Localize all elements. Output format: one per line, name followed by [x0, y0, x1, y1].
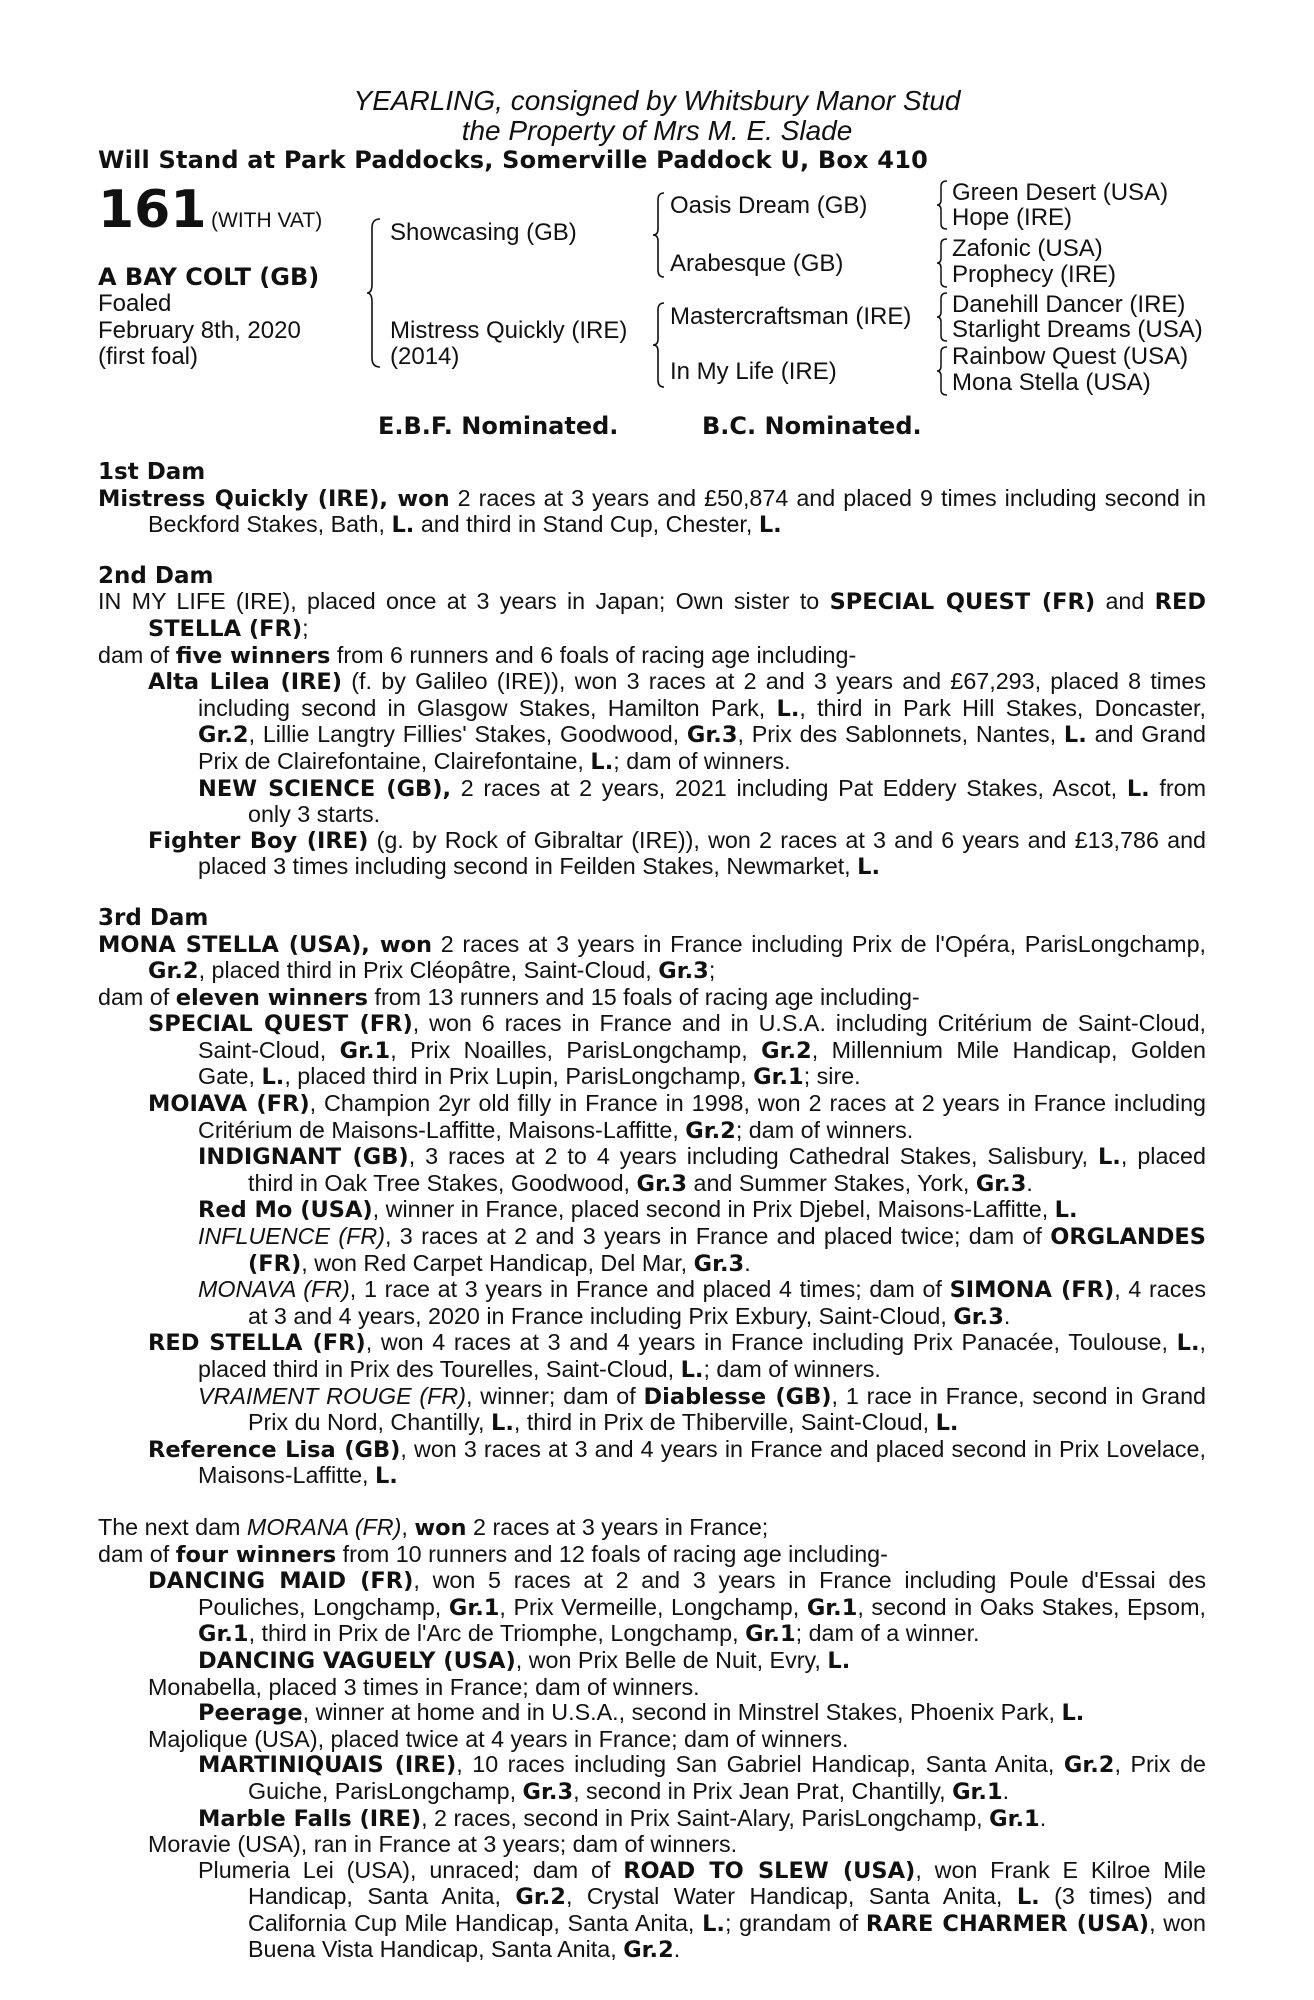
reference-lisa-entry: Reference Lisa (GB), won 3 races at 3 and 4 years in France and placed second in Prix Lovelace, Maisons-Laffitte, L.	[148, 1435, 1206, 1490]
second-dam-produce: dam of five winners from 6 runners and 6 foals of racing age including-	[98, 641, 857, 669]
vat-label: (WITH VAT)	[211, 209, 323, 232]
pedigree-brace-ds	[936, 292, 948, 342]
pedigree-brace-ss	[936, 180, 948, 230]
foaled-label: Foaled	[98, 290, 172, 317]
dancing-maid-entry: DANCING MAID (FR), won 5 races at 2 and 3 years in France including Poule d'Essai des Pouliches, Longchamp, Gr.1, Prix Vermeille, Longchamp, Gr.1, second in Oaks Stakes, Epsom, Gr.1, third in Prix de l'Arc de Triomphe, Longchamp, Gr.1; dam of a winner.	[148, 1567, 1207, 1648]
pedigree-sds: Zafonic (USA)	[952, 235, 1103, 262]
red-stella-entry: RED STELLA (FR), won 4 races at 3 and 4 years in France including Prix Panacée, Toulouse, L., placed third in Prix des Tourelles, Saint-Cloud, L.; dam of winners.	[148, 1329, 1207, 1383]
pedigree-sdd: Prophecy (IRE)	[952, 261, 1117, 288]
new-science-entry: NEW SCIENCE (GB), 2 races at 2 years, 2021 including Pat Eddery Stakes, Ascot, L. from only 3 starts.	[198, 774, 1206, 828]
marble-falls-entry: Marble Falls (IRE), 2 races, second in Prix Saint-Alary, ParisLongchamp, Gr.1.	[198, 1804, 1047, 1832]
peerage-entry: Peerage, winner at home and in U.S.A., second in Minstrel Stakes, Phoenix Park, L.	[198, 1699, 1085, 1727]
foaled-date: February 8th, 2020	[98, 317, 301, 344]
third-dam-heading: 3rd Dam	[98, 904, 209, 931]
dancing-vaguely-entry: DANCING VAGUELY (USA), won Prix Belle de Nuit, Evry, L.	[198, 1646, 851, 1674]
pedigree-sss: Green Desert (USA)	[952, 179, 1169, 206]
pedigree-brace-sire	[652, 192, 666, 278]
pedigree-brace-sd	[936, 238, 948, 288]
pedigree-dss: Danehill Dancer (IRE)	[952, 291, 1186, 318]
second-dam-heading: 2nd Dam	[98, 562, 214, 589]
vraiment-rouge-entry: VRAIMENT ROUGE (FR), winner; dam of Diablesse (GB), 1 race in France, second in Grand Prix du Nord, Chantilly, L., third in Prix de Thiberville, Saint-Cloud, L.	[198, 1382, 1206, 1437]
moravie-entry: Moravie (USA), ran in France at 3 years; dam of winners.	[148, 1831, 738, 1858]
lot-number-line	[98, 182, 322, 238]
bc-nominated: B.C. Nominated.	[702, 412, 922, 440]
lot-number: 161	[98, 180, 207, 240]
pedigree-ss: Oasis Dream (GB)	[670, 192, 868, 219]
red-mo-entry: Red Mo (USA), winner in France, placed second in Prix Djebel, Maisons-Laffitte, L.	[198, 1196, 1078, 1224]
pedigree-dam-year: (2014)	[390, 343, 460, 370]
monabella-entry: Monabella, placed 3 times in France; dam of winners.	[148, 1673, 700, 1700]
horse-name: A BAY COLT (GB)	[98, 263, 320, 291]
pedigree-dam: Mistress Quickly (IRE)	[390, 317, 628, 344]
first-dam-heading: 1st Dam	[98, 459, 206, 485]
second-dam-entry: IN MY LIFE (IRE), placed once at 3 years in Japan; Own sister to SPECIAL QUEST (FR) and RED STELLA (FR);	[98, 588, 1206, 642]
third-dam-produce: dam of eleven winners from 13 runners and 15 foals of racing age including-	[98, 983, 920, 1011]
pedigree-sd: Arabesque (GB)	[670, 250, 844, 277]
martiniquais-entry: MARTINIQUAIS (IRE), 10 races including San Gabriel Handicap, Santa Anita, Gr.2, Prix de Guiche, ParisLongchamp, Gr.3, second in Prix Jean Prat, Chantilly, Gr.1.	[198, 1751, 1207, 1805]
pedigree-brace-dam	[652, 302, 666, 388]
pedigree-ds: Mastercraftsman (IRE)	[670, 303, 912, 330]
alta-lilea-entry: Alta Lilea (IRE) (f. by Galileo (IRE)), won 3 races at 2 and 3 years and £67,293, placed 8 times including second in Glasgow Stakes, Hamilton Park, L., third in Park Hill Stakes, Doncaster, Gr.2, Lillie Langtry Fillies' Stakes, Goodwood, Gr.3, Prix des Sablonnets, Nantes, L. and Grand Prix de Clairefontaine, Clairefontaine, L.; dam of winners.	[148, 668, 1207, 775]
pedigree-brace-dd	[936, 346, 948, 396]
header-line-2: the Property of Mrs M. E. Slade	[461, 115, 853, 146]
pedigree-sire: Showcasing (GB)	[390, 219, 577, 246]
catalogue-body	[98, 460, 1206, 1964]
special-quest-entry: SPECIAL QUEST (FR), won 6 races in France and in U.S.A. including Critérium de Saint-Cloud, Saint-Cloud, Gr.1, Prix Noailles, ParisLongchamp, Gr.2, Millennium Mile Handicap, Golden Gate, L., placed third in Prix Lupin, ParisLongchamp, Gr.1; sire.	[148, 1010, 1206, 1091]
pedigree-dsd: Starlight Dreams (USA)	[952, 316, 1203, 343]
pedigree-ddd: Mona Stella (USA)	[952, 369, 1151, 396]
first-dam-entry: Mistress Quickly (IRE), won 2 races at 3 years and £50,874 and placed 9 times including second in Beckford Stakes, Bath, L. and third in Stand Cup, Chester, L.	[98, 484, 1206, 539]
pedigree-dd: In My Life (IRE)	[670, 358, 837, 385]
pedigree-dds: Rainbow Quest (USA)	[952, 343, 1189, 370]
monava-entry: MONAVA (FR), 1 race at 3 years in France and placed 4 times; dam of SIMONA (FR), 4 races at 3 and 4 years, 2020 in France including Prix Exbury, Saint-Cloud, Gr.3.	[198, 1276, 1207, 1330]
plumeria-lei-entry: Plumeria Lei (USA), unraced; dam of ROAD TO SLEW (USA), won Frank E Kilroe Mile Handicap, Santa Anita, Gr.2, Crystal Water Handicap, Santa Anita, L. (3 times) and California Cup Mile Handicap, Santa Anita, L.; grandam of RARE CHARMER (USA), won Buena Vista Handicap, Santa Anita, Gr.2.	[198, 1856, 1207, 1964]
moiava-entry: MOIAVA (FR), Champion 2yr old filly in France in 1998, won 2 races at 2 years in France including Critérium de Maisons-Laffitte, Maisons-Laffitte, Gr.2; dam of winners.	[148, 1090, 1207, 1144]
mona-stella-entry: MONA STELLA (USA), won 2 races at 3 years in France including Prix de l'Opéra, ParisLongchamp, Gr.2, placed third in Prix Cléopâtre, Saint-Cloud, Gr.3;	[98, 930, 1206, 985]
next-dam-produce: dam of four winners from 10 runners and 12 foals of racing age including-	[98, 1540, 888, 1568]
indignant-entry: INDIGNANT (GB), 3 races at 2 to 4 years including Cathedral Stakes, Salisbury, L., placed third in Oak Tree Stakes, Goodwood, Gr.3 and Summer Stakes, York, Gr.3.	[198, 1143, 1206, 1197]
pedigree-ssd: Hope (IRE)	[952, 204, 1073, 231]
pedigree-brace-main	[366, 218, 382, 368]
influence-entry: INFLUENCE (FR), 3 races at 2 and 3 years in France and placed twice; dam of ORGLANDES (FR), won Red Carpet Handicap, Del Mar, Gr.3.	[198, 1223, 1206, 1277]
ebf-nominated: E.B.F. Nominated.	[378, 412, 619, 440]
fighter-boy-entry: Fighter Boy (IRE) (g. by Rock of Gibraltar (IRE)), won 2 races at 3 and 6 years and £13,786 and placed 3 times including second in Feilden Stakes, Newmarket, L.	[148, 826, 1206, 881]
header-line-1: YEARLING, consigned by Whitsbury Manor Stud	[353, 85, 961, 116]
majolique-entry: Majolique (USA), placed twice at 4 years in France; dam of winners.	[148, 1725, 849, 1752]
first-foal: (first foal)	[98, 343, 199, 370]
next-dam-entry: The next dam MORANA (FR), won 2 races at 3 years in France;	[98, 1513, 769, 1541]
stand-location: Will Stand at Park Paddocks, Somerville Paddock U, Box 410	[98, 146, 928, 174]
